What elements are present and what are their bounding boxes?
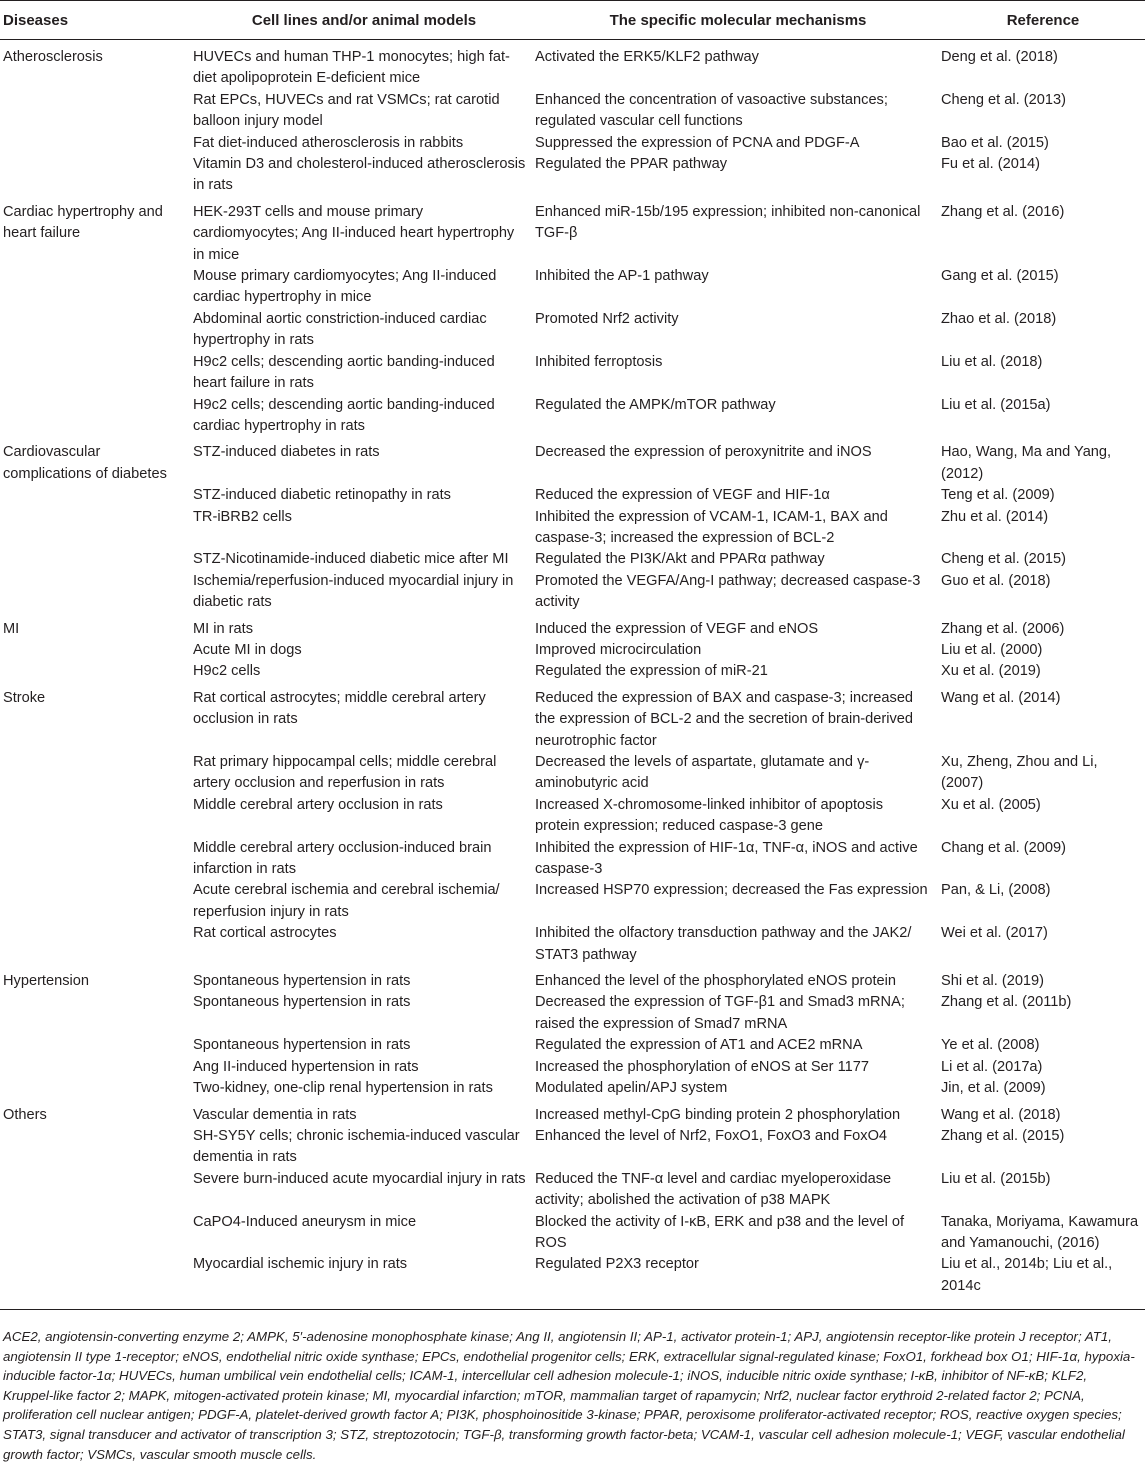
table-row [0, 1078, 1145, 1099]
cell-lines-cell: Rat primary hippocampal cells; middle cerebral artery occlusion and reperfusion in rats [193, 754, 497, 792]
reference-cell: Liu et al. (2018) [941, 353, 1043, 370]
disease-cell: Cardiovascular complications of diabetes [3, 444, 167, 482]
disease-cell [0, 90, 193, 133]
reference-cell: Li et al. (2017a) [941, 1058, 1043, 1075]
disease-cell [0, 795, 193, 838]
table-row [0, 1169, 1145, 1212]
mechanism-cell: Regulated the AMPK/mTOR pathway [535, 396, 776, 413]
mechanism-cell: Inhibited the AP-1 pathway [535, 268, 709, 285]
disease-cell [0, 838, 193, 881]
mechanism-cell: Regulated P2X3 receptor [535, 1254, 941, 1309]
header-reference: Reference [941, 1, 1145, 40]
reference-cell: Shi et al. (2019) [941, 973, 1045, 990]
disease-cell [0, 992, 193, 1035]
mechanism-cell: Decreased the expression of peroxynitrite and iNOS [535, 444, 872, 461]
table-row [0, 1100, 1145, 1126]
mechanism-cell: Improved microcirculation [535, 641, 702, 658]
disease-cell [0, 1212, 193, 1255]
disease-cell [0, 923, 193, 966]
reference-cell: Wei et al. (2017) [941, 925, 1048, 942]
mechanism-cell: Suppressed the expression of PCNA and PDGF-A [535, 134, 860, 151]
reference-cell: Cheng et al. (2015) [941, 551, 1066, 568]
reference-cell: Liu et al. (2015b) [941, 1170, 1051, 1187]
table-row [0, 549, 1145, 570]
cell-lines-cell: STZ-induced diabetic retinopathy in rats [193, 487, 451, 504]
cell-lines-cell: CaPO4-Induced aneurysm in mice [193, 1213, 417, 1230]
cell-lines-cell: Acute MI in dogs [193, 641, 302, 658]
reference-cell: Jin, et al. (2009) [941, 1080, 1046, 1097]
header-row [0, 1, 1145, 40]
table-row [0, 614, 1145, 640]
disease-cell [0, 352, 193, 395]
mechanism-cell: Inhibited the expression of VCAM-1, ICAM-1, BAX and caspase-3; increased the expression of BCL-2 [535, 508, 888, 546]
table-header [0, 1, 1145, 40]
table-row [0, 683, 1145, 752]
disease-cell: Others [3, 1106, 47, 1123]
disease-cell [0, 395, 193, 438]
table-row [0, 309, 1145, 352]
disease-cell: Hypertension [3, 973, 89, 990]
reference-cell: Liu et al., 2014b; Liu et al., 2014c [941, 1254, 1145, 1309]
reference-cell: Zhu et al. (2014) [941, 508, 1049, 525]
header-mechanisms: The specific molecular mechanisms [535, 1, 941, 40]
mechanism-cell: Increased X-chromosome-linked inhibitor of apoptosis protein expression; reduced caspase-3 gene [535, 796, 883, 835]
reference-cell: Bao et al. (2015) [941, 134, 1049, 151]
reference-cell: Cheng et al. (2013) [941, 91, 1066, 108]
cell-lines-cell: SH-SY5Y cells; chronic ischemia-induced vascular dementia in rats [193, 1127, 520, 1166]
disease-cell [0, 752, 193, 795]
mechanism-cell: Activated the ERK5/KLF2 pathway [535, 49, 759, 65]
reference-cell: Zhang et al. (2011b) [941, 994, 1072, 1011]
mechanism-cell: Promoted the VEGFA/Ang-I pathway; decreased caspase-3 activity [535, 572, 921, 611]
mechanism-cell: Enhanced the level of the phosphorylated eNOS protein [535, 973, 897, 990]
cell-lines-cell: Spontaneous hypertension in rats [193, 973, 411, 990]
table-row [0, 90, 1145, 133]
table-row [0, 992, 1145, 1035]
mechanism-cell: Decreased the levels of aspartate, glutamate and γ-aminobutyric acid [535, 754, 870, 792]
disease-cell: Cardiac hypertrophy and heart failure [3, 203, 163, 242]
table-row [0, 640, 1145, 661]
disease-cell: Stroke [3, 689, 46, 706]
mechanism-cell: Modulated apelin/APJ system [535, 1080, 728, 1097]
table-row [0, 352, 1145, 395]
disease-cell [0, 1254, 193, 1309]
disease-cell [0, 154, 193, 197]
disease-cell [0, 640, 193, 661]
disease-cell [0, 1169, 193, 1212]
reference-cell: Pan, & Li, (2008) [941, 882, 1051, 899]
disease-cell [0, 133, 193, 154]
table-row [0, 40, 1145, 90]
reference-cell: Zhang et al. (2016) [941, 203, 1065, 220]
table-row [0, 437, 1145, 485]
cell-lines-cell: Rat cortical astrocytes; middle cerebral artery occlusion in rats [193, 689, 486, 728]
cell-lines-cell: Vascular dementia in rats [193, 1106, 357, 1123]
mechanism-cell: Regulated the expression of miR-21 [535, 663, 768, 680]
cell-lines-cell: Myocardial ischemic injury in rats [193, 1254, 535, 1309]
mechanism-cell: Promoted Nrf2 activity [535, 310, 679, 327]
reference-cell: Hao, Wang, Ma and Yang, (2012) [941, 444, 1112, 482]
reference-cell: Teng et al. (2009) [941, 487, 1055, 504]
mechanism-cell: Reduced the expression of BAX and caspase-3; increased the expression of BCL-2 and the secretion of brain-derived neurotrophic factor [535, 689, 914, 749]
table-row [0, 507, 1145, 550]
reference-cell: Zhang et al. (2015) [941, 1127, 1065, 1144]
mechanism-cell: Blocked the activity of I-κB, ERK and p38 and the level of ROS [535, 1213, 905, 1251]
table-row [0, 154, 1145, 197]
cell-lines-cell: Spontaneous hypertension in rats [193, 1037, 411, 1054]
mechanism-cell: Inhibited ferroptosis [535, 353, 663, 370]
table-row [0, 1212, 1145, 1255]
reference-cell: Tanaka, Moriyama, Kawamura and Yamanouchi, (2016) [941, 1213, 1139, 1251]
cell-lines-cell: Ang II-induced hypertension in rats [193, 1058, 419, 1075]
cell-lines-cell: HEK-293T cells and mouse primary cardiomyocytes; Ang II-induced heart hypertrophy in mice [193, 203, 515, 263]
table-row [0, 838, 1145, 881]
disease-cell [0, 1035, 193, 1056]
reference-cell: Xu et al. (2005) [941, 796, 1041, 813]
table-row [0, 395, 1145, 438]
reference-cell: Liu et al. (2015a) [941, 396, 1051, 413]
disease-cell [0, 309, 193, 352]
mechanism-cell: Enhanced the concentration of vasoactive substances; regulated vascular cell functions [535, 91, 888, 130]
cell-lines-cell: MI in rats [193, 620, 254, 637]
disease-cell [0, 485, 193, 506]
cell-lines-cell: Ischemia/reperfusion-induced myocardial injury in diabetic rats [193, 572, 514, 611]
disease-cell [0, 266, 193, 309]
reference-cell: Wang et al. (2018) [941, 1106, 1061, 1123]
reference-cell: Gang et al. (2015) [941, 268, 1059, 285]
table-row [0, 1057, 1145, 1078]
cell-lines-cell: Abdominal aortic constriction-induced cardiac hypertrophy in rats [193, 310, 487, 349]
disease-cell [0, 1078, 193, 1099]
mechanism-cell: Inhibited the expression of HIF-1α, TNF-α, iNOS and active caspase-3 [535, 839, 918, 878]
table-row [0, 880, 1145, 923]
cell-lines-cell: Fat diet-induced atherosclerosis in rabbits [193, 134, 464, 151]
header-diseases: Diseases [0, 1, 193, 40]
table-row [0, 1254, 1145, 1309]
reference-cell: Guo et al. (2018) [941, 572, 1051, 589]
cell-lines-cell: Middle cerebral artery occlusion in rats [193, 796, 443, 813]
reference-cell: Liu et al. (2000) [941, 641, 1043, 658]
disease-cell [0, 880, 193, 923]
disease-cell: MI [3, 620, 20, 637]
cell-lines-cell: H9c2 cells [193, 663, 261, 680]
mechanism-cell: Regulated the PI3K/Akt and PPARα pathway [535, 551, 825, 568]
table-row [0, 966, 1145, 992]
table-row [0, 197, 1145, 266]
table-row [0, 661, 1145, 682]
table-row [0, 923, 1145, 966]
reference-cell: Zhao et al. (2018) [941, 310, 1057, 327]
disease-cell [0, 661, 193, 682]
mechanism-cell: Enhanced miR-15b/195 expression; inhibited non-canonical TGF-β [535, 203, 921, 242]
disease-cell [0, 507, 193, 550]
mechanism-cell: Enhanced the level of Nrf2, FoxO1, FoxO3 and FoxO4 [535, 1127, 888, 1144]
disease-cell [0, 1126, 193, 1169]
table-row [0, 133, 1145, 154]
cell-lines-cell: STZ-induced diabetes in rats [193, 444, 380, 461]
mechanism-cell: Increased methyl-CpG binding protein 2 phosphorylation [535, 1106, 901, 1123]
cell-lines-cell: Two-kidney, one-clip renal hypertension in rats [193, 1080, 493, 1097]
cell-lines-cell: HUVECs and human THP-1 monocytes; high fat-diet apolipoprotein E-deficient mice [193, 49, 510, 87]
cell-lines-cell: Severe burn-induced acute myocardial injury in rats [193, 1170, 526, 1187]
table-row [0, 795, 1145, 838]
cell-lines-cell: TR-iBRB2 cells [193, 508, 292, 525]
cell-lines-cell: Rat EPCs, HUVECs and rat VSMCs; rat carotid balloon injury model [193, 91, 500, 130]
mechanism-cell: Regulated the PPAR pathway [535, 156, 727, 173]
cell-lines-cell: STZ-Nicotinamide-induced diabetic mice after MI [193, 551, 509, 568]
reference-cell: Wang et al. (2014) [941, 689, 1061, 706]
table-row [0, 571, 1145, 614]
mechanism-cell: Decreased the expression of TGF-β1 and Smad3 mRNA; raised the expression of Smad7 mRNA [535, 994, 905, 1032]
cell-lines-cell: Mouse primary cardiomyocytes; Ang II-induced cardiac hypertrophy in mice [193, 268, 497, 306]
header-cell-lines: Cell lines and/or animal models [193, 1, 535, 40]
table-row [0, 1035, 1145, 1056]
mechanism-cell: Inhibited the olfactory transduction pathway and the JAK2/ STAT3 pathway [535, 925, 912, 963]
cell-lines-cell: Rat cortical astrocytes [193, 925, 337, 942]
mechanism-cell: Reduced the expression of VEGF and HIF-1α [535, 487, 830, 504]
cell-lines-cell: Vitamin D3 and cholesterol-induced atherosclerosis in rats [193, 156, 526, 194]
table-body [0, 40, 1145, 1310]
table-row [0, 485, 1145, 506]
reference-cell: Zhang et al. (2006) [941, 620, 1065, 637]
cell-lines-cell: Spontaneous hypertension in rats [193, 994, 411, 1011]
mechanism-cell: Increased HSP70 expression; decreased the Fas expression [535, 882, 928, 899]
disease-cell: Atherosclerosis [3, 49, 103, 65]
table-row [0, 266, 1145, 309]
disease-cell [0, 549, 193, 570]
cell-lines-cell: Acute cerebral ischemia and cerebral ischemia/ reperfusion injury in rats [193, 882, 500, 920]
mechanism-cell: Reduced the TNF-α level and cardiac myeloperoxidase activity; abolished the activation of p38 MAPK [535, 1170, 892, 1209]
table-row [0, 1126, 1145, 1169]
reference-cell: Ye et al. (2008) [941, 1037, 1040, 1054]
disease-cell [0, 571, 193, 614]
mechanism-cell: Increased the phosphorylation of eNOS at Ser 1177 [535, 1058, 869, 1075]
reference-cell: Xu, Zheng, Zhou and Li, (2007) [941, 754, 1098, 792]
reference-cell: Fu et al. (2014) [941, 156, 1040, 173]
mechanism-cell: Induced the expression of VEGF and eNOS [535, 620, 819, 637]
cell-lines-cell: H9c2 cells; descending aortic banding-induced cardiac hypertrophy in rats [193, 396, 495, 434]
abbreviations-footnote: ACE2, angiotensin-converting enzyme 2; AMPK, 5′-adenosine monophosphate kinase; Ang II, angiotensin II; AP-1, activator protein-1; APJ, angiotensin receptor-like protein J receptor; AT1, angiotensin II type 1-receptor; eNOS, endothelial nitric oxide synthase; EPCs, endothelial progenitor cells; ERK, extracellular signal-regulated kinase; FoxO1, forkhead box O1; HIF-1α, hypoxia-inducible factor-1α; HUVECs, human umbilical vein endothelial cells; ICAM-1, intercellular cell adhesion molecule-1; iNOS, inducible nitric oxide synthase; I-κB, inhibitor of NF-κB; KLF2, Kruppel-like factor 2; MAPK, mitogen-activated protein kinase; MI, myocardial infarction; mTOR, mammalian target of rapamycin; Nrf2, nuclear factor erythroid 2-related factor 2; PCNA, proliferation cell nuclear antigen; PDGF-A, platelet-derived growth factor A; PI3K, phosphoinositide 3-kinase; PPAR, peroxisome proliferator-activated receptor; ROS, reactive oxygen species; STAT3, signal transducer and activator of transcription 3; STZ, streptozotocin; TGF-β, transforming growth factor-beta; VCAM-1, vascular cell adhesion molecule-1; VEGF, vascular endothelial growth factor; VSMCs, vascular smooth muscle cells. [3, 1329, 1135, 1462]
reference-cell: Chang et al. (2009) [941, 839, 1066, 856]
mechanism-cell: Regulated the expression of AT1 and ACE2 mRNA [535, 1037, 863, 1054]
cell-lines-cell: Middle cerebral artery occlusion-induced brain infarction in rats [193, 839, 492, 878]
table-row [0, 752, 1145, 795]
disease-cell [0, 1057, 193, 1078]
cell-lines-cell: H9c2 cells; descending aortic banding-induced heart failure in rats [193, 353, 495, 392]
reference-cell: Xu et al. (2019) [941, 663, 1041, 680]
reference-cell: Deng et al. (2018) [941, 49, 1058, 65]
